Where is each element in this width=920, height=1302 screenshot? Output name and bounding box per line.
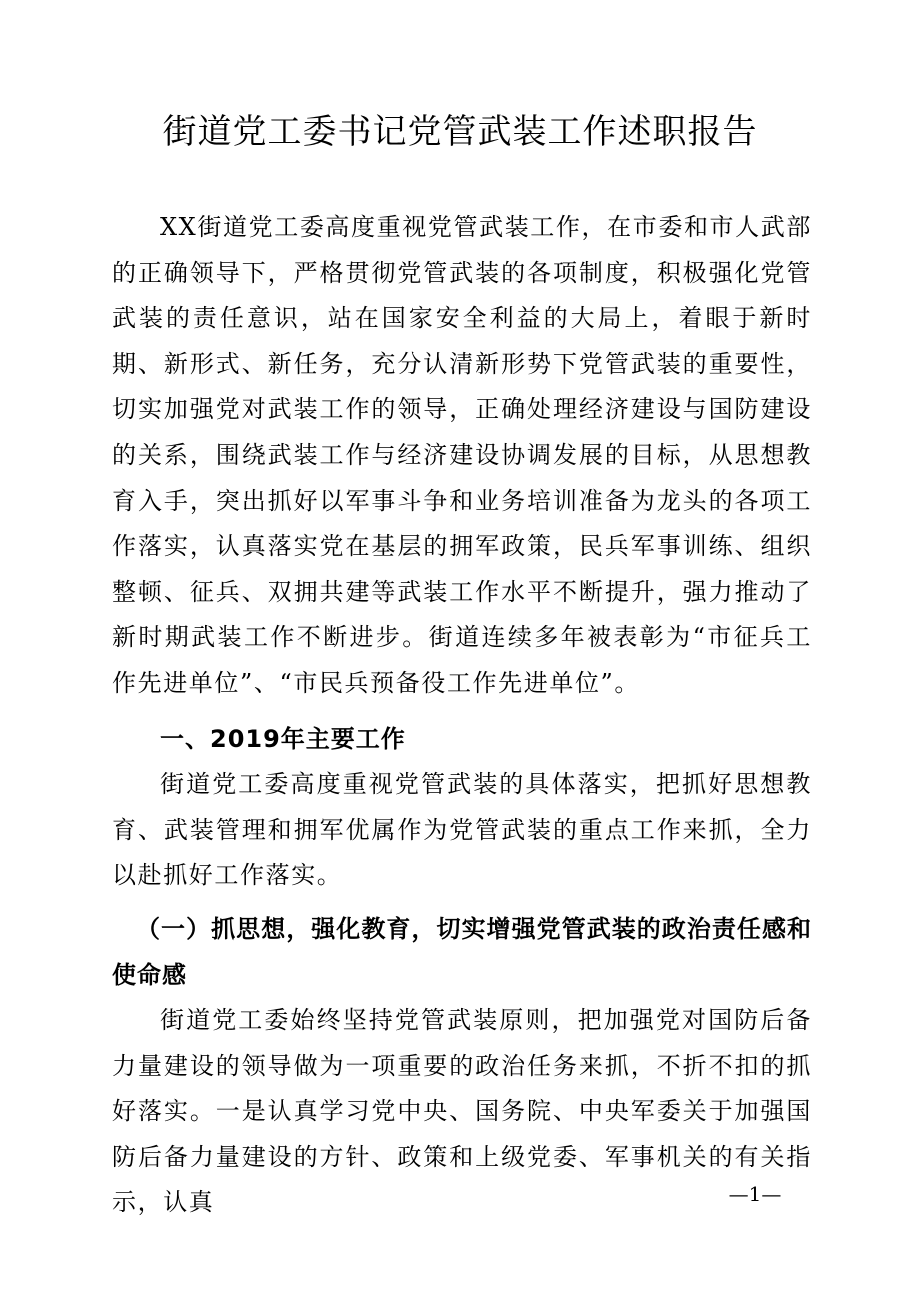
- section-heading-main-work: 一、2019年主要工作: [160, 724, 406, 753]
- subsection-paragraph-ideology: 街道党工委始终坚持党管武装原则，把加强党对国防后备力量建设的领导做为一项重要的政治任务来抓，不折不扣的抓好落实。一是认真学习党中央、国务院、中央军委关于加强国防后备力量建设的方针、政策和上级党委、军事机关的有关指示，认真: [112, 1006, 812, 1217]
- intro-paragraph: XX街道党工委高度重视党管武装工作，在市委和市人武部的正确领导下，严格贯彻党管武装的各项制度，积极强化党管武装的责任意识，站在国家安全利益的大局上，着眼于新时期、新形式、新任务，充分认清新形势下党管武装的重要性，切实加强党对武装工作的领导，正确处理经济建设与国防建设的关系，围绕武装工作与经济建设协调发展的目标，从思想教育入手，突出抓好以军事斗争和业务培训准备为龙头的各项工作落实，认真落实党在基层的拥军政策，民兵军事训练、组织整顿、征兵、双拥共建等武装工作水平不断提升，强力推动了新时期武装工作不断进步。街道连续多年被表彰为“市征兵工作先进单位”、“市民兵预备役工作先进单位”。: [112, 213, 812, 697]
- section-paragraph-main-work: 街道党工委高度重视党管武装的具体落实，把抓好思想教育、武装管理和拥军优属作为党管武装的重点工作来抓，全力以赴抓好工作落实。: [112, 770, 812, 890]
- page-number: —1—: [728, 1182, 782, 1206]
- subsection-heading-ideology: （一）抓思想，强化教育，切实增强党管武装的政治责任感和使命感: [112, 914, 812, 989]
- document-title: 街道党工委书记党管武装工作述职报告: [162, 112, 758, 152]
- document-body: [112, 205, 812, 1226]
